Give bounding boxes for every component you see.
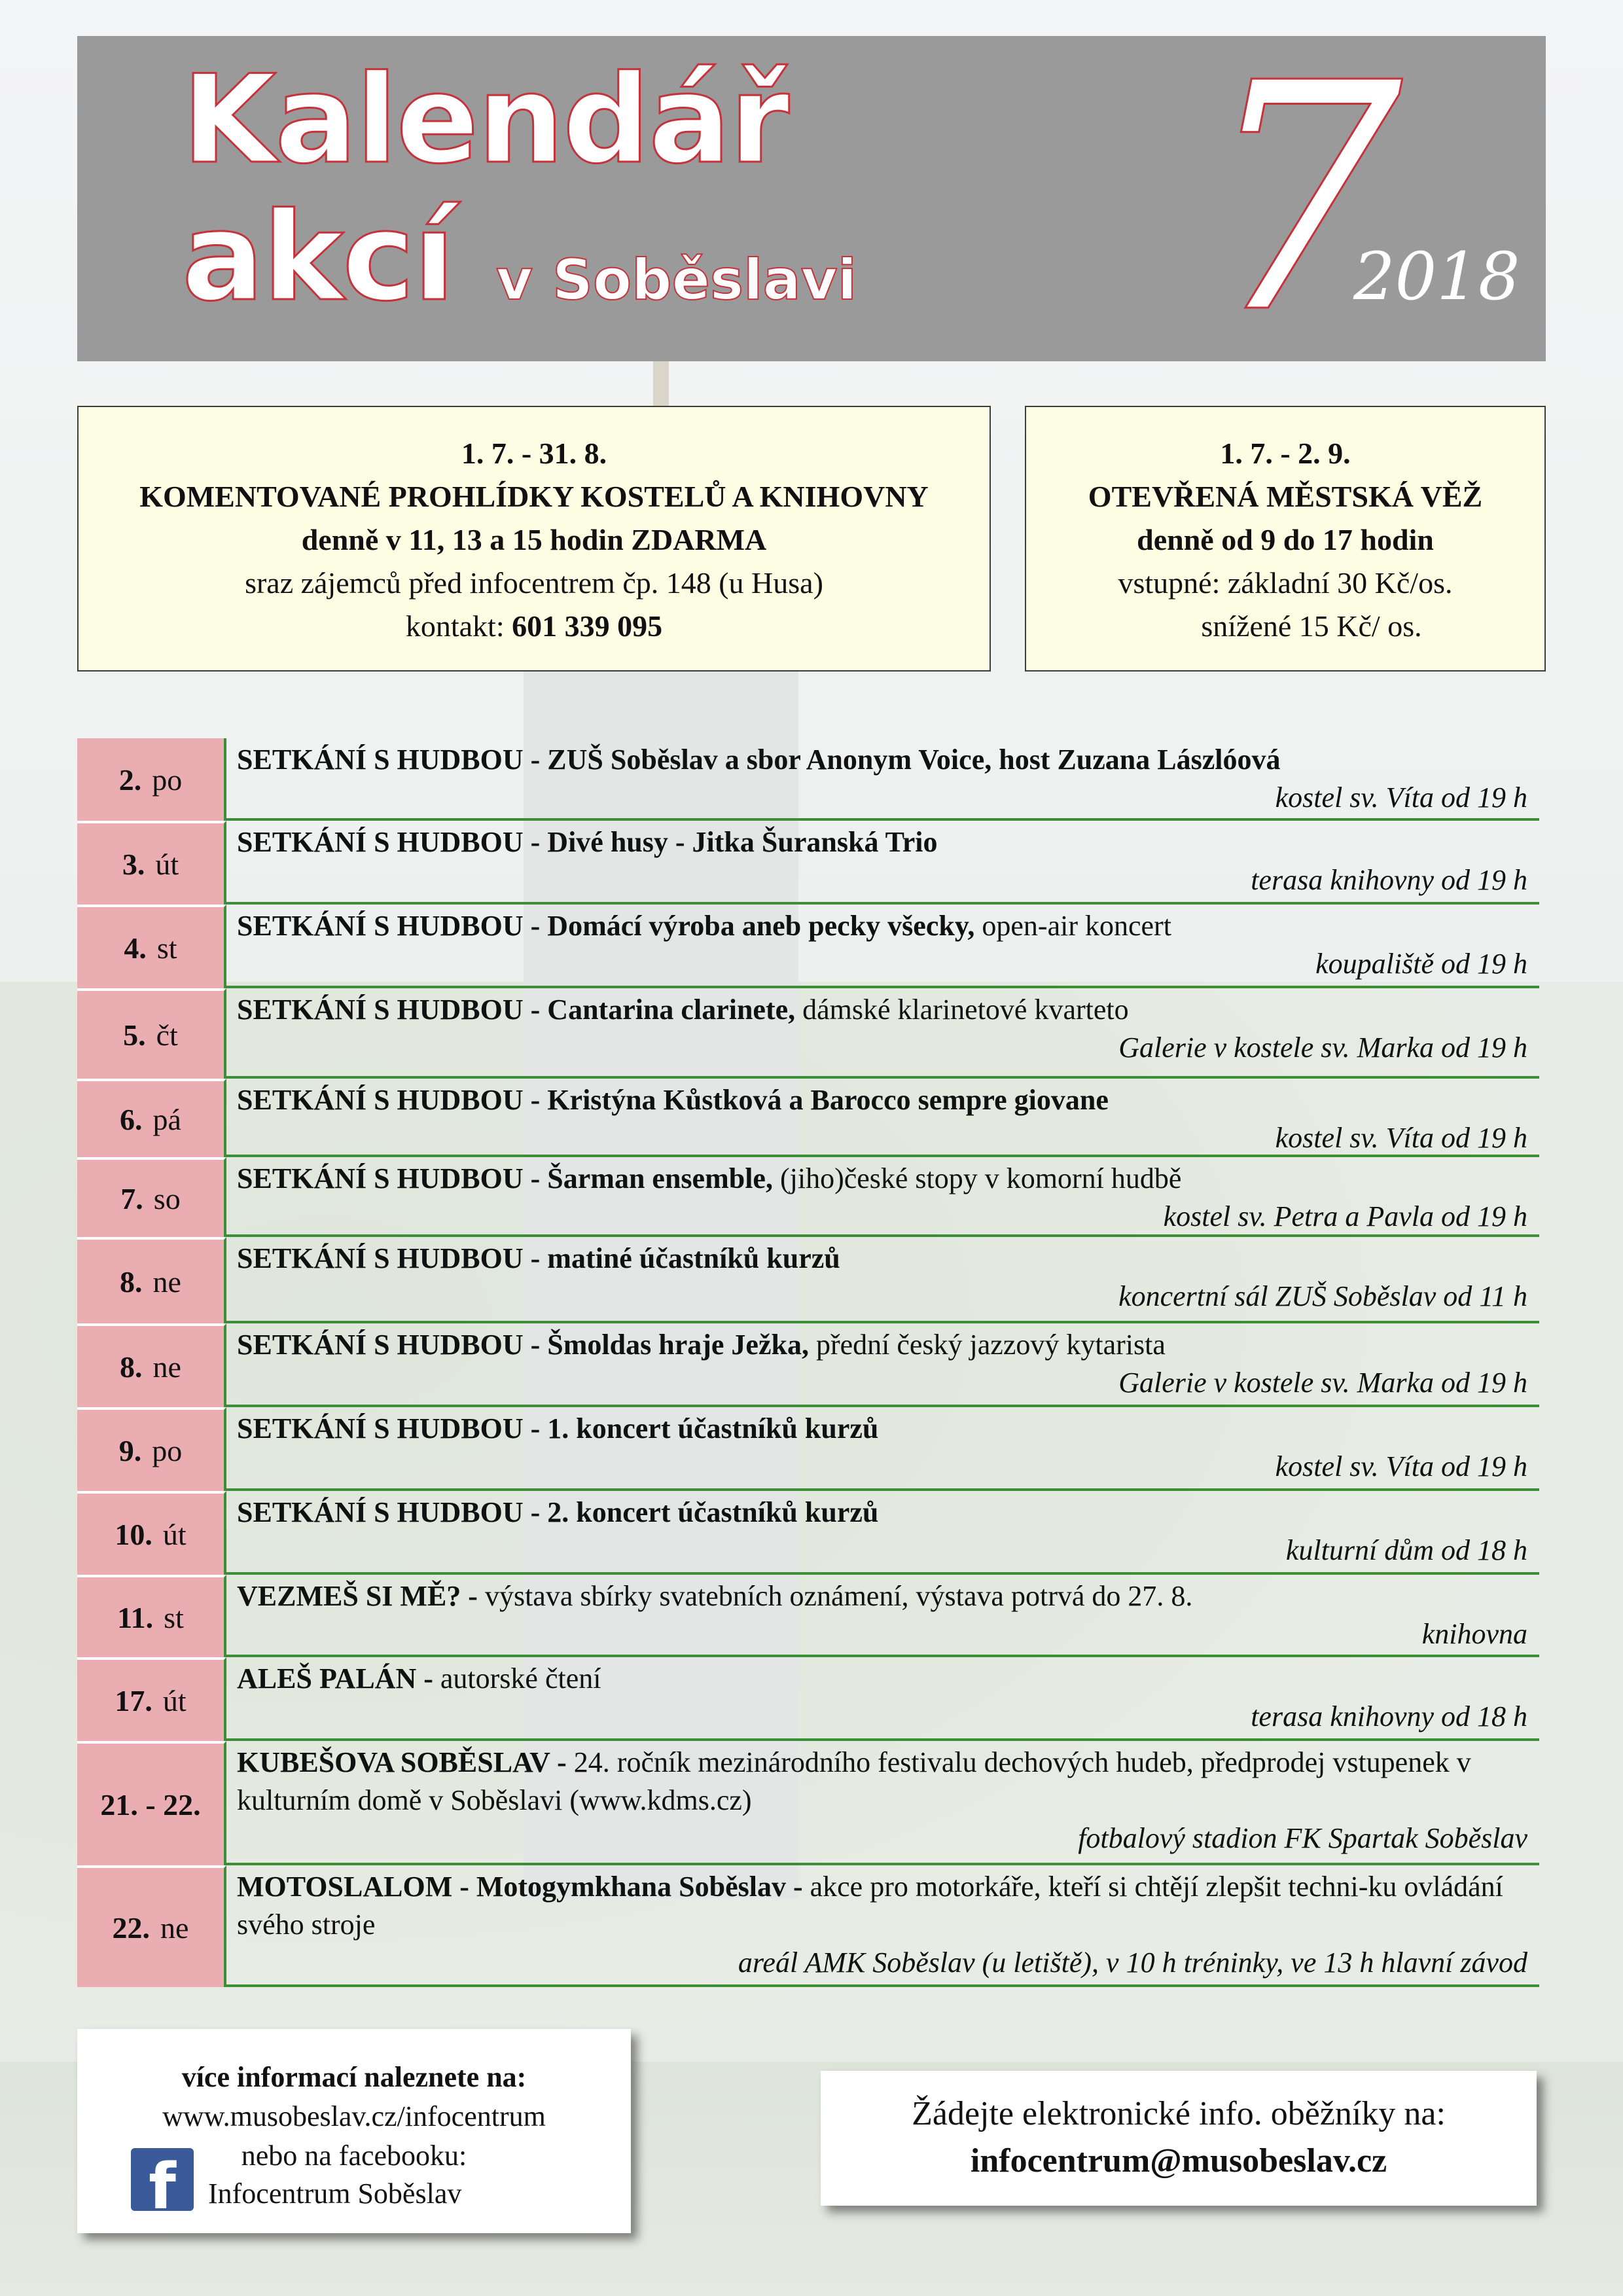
event-description: (jiho)české stopy v komorní hudbě <box>772 1162 1182 1194</box>
box1-contact-label: kontakt: <box>405 609 505 643</box>
event-title <box>237 1237 1527 1278</box>
more-info-box <box>77 2029 631 2233</box>
event-date <box>77 1657 226 1741</box>
event-date <box>77 1157 226 1237</box>
event-title <box>237 1079 1527 1119</box>
event-title <box>237 738 1527 779</box>
event-title <box>237 988 1527 1029</box>
event-day-name: po <box>152 1433 183 1467</box>
event-details <box>226 1323 1539 1407</box>
event-title-bold: SETKÁNÍ S HUDBOU - matiné účastníků kurzů <box>237 1242 840 1274</box>
event-row <box>77 988 1539 1079</box>
event-description: autorské čtení <box>433 1662 601 1695</box>
event-row <box>77 1157 1539 1237</box>
event-title <box>237 1157 1527 1198</box>
event-day-number: 5. <box>123 1018 146 1052</box>
event-day-name: čt <box>156 1018 178 1052</box>
event-venue: terasa knihovny od 19 h <box>1251 864 1527 896</box>
event-venue: kostel sv. Víta od 19 h <box>1275 781 1527 814</box>
event-day-number: 11. <box>117 1600 154 1634</box>
event-details <box>226 1657 1539 1741</box>
box1-meeting: sraz zájemců před infocentrem čp. 148 (u Husa) <box>245 566 823 600</box>
box2-price-basic: vstupné: základní 30 Kč/os. <box>1118 566 1453 600</box>
event-day-number: 9. <box>118 1433 142 1467</box>
event-date <box>77 821 226 905</box>
event-details <box>226 1407 1539 1491</box>
event-description: akce pro motorkáře, kteří si chtějí zlepšit techni-ku ovládání svého stroje <box>237 1871 1503 1941</box>
event-venue: kostel sv. Petra a Pavla od 19 h <box>1163 1200 1527 1232</box>
event-row <box>77 738 1539 821</box>
event-title-bold: SETKÁNÍ S HUDBOU - 2. koncert účastníků kurzů <box>237 1496 879 1528</box>
event-day-name: st <box>156 931 177 965</box>
event-title <box>237 905 1527 945</box>
event-date <box>77 1575 226 1657</box>
event-venue: kulturní dům od 18 h <box>1285 1534 1527 1566</box>
event-day-number: 8. <box>120 1350 143 1384</box>
event-title-bold: SETKÁNÍ S HUDBOU - 1. koncert účastníků kurzů <box>237 1412 879 1444</box>
event-venue: Galerie v kostele sv. Marka od 19 h <box>1118 1031 1527 1064</box>
event-day-number: 8. <box>120 1265 143 1299</box>
info-box-guided-tours <box>77 406 991 672</box>
event-details <box>226 1237 1539 1323</box>
event-details <box>226 1741 1539 1865</box>
event-row <box>77 1865 1539 1987</box>
event-row <box>77 1491 1539 1575</box>
event-title-bold: SETKÁNÍ S HUDBOU - Domácí výroba aneb pecky všecky, <box>237 910 975 942</box>
event-date <box>77 738 226 821</box>
box1-dates: 1. 7. - 31. 8. <box>461 437 607 470</box>
event-row <box>77 1741 1539 1865</box>
box1-contact-phone: 601 339 095 <box>512 609 663 643</box>
event-venue: koncertní sál ZUŠ Soběslav od 11 h <box>1118 1280 1527 1312</box>
event-title <box>237 1407 1527 1448</box>
event-title <box>237 1657 1527 1698</box>
event-title <box>237 1741 1527 1820</box>
event-title-bold: SETKÁNÍ S HUDBOU - Šarman ensemble, <box>237 1162 773 1194</box>
newsletter-text: Žádejte elektronické info. oběžníky na: <box>912 2095 1446 2132</box>
event-venue: fotbalový stadion FK Spartak Soběslav <box>1078 1822 1527 1854</box>
event-venue: kostel sv. Víta od 19 h <box>1275 1122 1527 1154</box>
event-day-name: ne <box>152 1265 181 1299</box>
event-title <box>237 1323 1527 1364</box>
event-day-name: út <box>155 847 179 881</box>
facebook-page-name[interactable]: Infocentrum Soběslav <box>208 2178 462 2210</box>
event-title-bold: SETKÁNÍ S HUDBOU - Cantarina clarinete, <box>237 994 796 1026</box>
event-title <box>237 1491 1527 1532</box>
event-day-number: 4. <box>124 931 147 965</box>
event-day-name: ne <box>160 1910 189 1945</box>
box2-price-reduced: snížené 15 Kč/ os. <box>1201 609 1422 643</box>
event-row <box>77 1237 1539 1323</box>
event-title <box>237 821 1527 861</box>
event-title-bold: KUBEŠOVA SOBĚSLAV - <box>237 1746 567 1778</box>
newsletter-email[interactable]: infocentrum@musobeslav.cz <box>970 2142 1387 2179</box>
event-details <box>226 1575 1539 1657</box>
event-date <box>77 1741 226 1865</box>
event-day-name: so <box>153 1181 181 1215</box>
event-venue: kostel sv. Víta od 19 h <box>1275 1450 1527 1482</box>
event-venue: areál AMK Soběslav (u letiště), v 10 h tréninky, ve 13 h hlavní závod <box>738 1946 1527 1979</box>
event-row <box>77 1407 1539 1491</box>
event-day-name: út <box>162 1683 187 1717</box>
event-description: open-air koncert <box>974 910 1171 942</box>
event-details <box>226 1157 1539 1237</box>
event-title-bold: SETKÁNÍ S HUDBOU - Kristýna Kůstková a Barocco sempre giovane <box>237 1084 1109 1116</box>
event-date <box>77 1323 226 1407</box>
event-day-name: ne <box>152 1350 181 1384</box>
event-venue: knihovna <box>1421 1618 1527 1650</box>
event-description: dámské klarinetové kvarteto <box>795 994 1129 1026</box>
box2-title: OTEVŘENÁ MĚSTSKÁ VĚŽ <box>1088 480 1483 513</box>
header-banner <box>77 16 1546 382</box>
event-date <box>77 1491 226 1575</box>
event-date <box>77 1407 226 1491</box>
event-day-number: 2. <box>118 762 142 797</box>
event-day-number: 6. <box>120 1102 143 1136</box>
box1-contact <box>79 605 990 648</box>
box2-dates: 1. 7. - 2. 9. <box>1220 437 1351 470</box>
box1-title: KOMENTOVANÉ PROHLÍDKY KOSTELŮ A KNIHOVNY <box>139 480 929 513</box>
title-v-sobeslavi: v Soběslavi <box>496 247 857 313</box>
event-row <box>77 1323 1539 1407</box>
box1-time: denně v 11, 13 a 15 hodin ZDARMA <box>301 523 767 556</box>
event-row <box>77 1575 1539 1657</box>
facebook-label: nebo na facebooku: <box>241 2140 467 2172</box>
year: 2018 <box>1353 238 1520 315</box>
website-link[interactable]: www.musobeslav.cz/infocentrum <box>162 2100 546 2132</box>
more-info-heading: více informací naleznete na: <box>181 2061 527 2093</box>
event-day-name: pá <box>152 1102 181 1136</box>
event-title-bold: MOTOSLALOM - Motogymkhana Soběslav - <box>237 1871 803 1903</box>
event-row <box>77 821 1539 905</box>
event-day-name: st <box>164 1600 184 1634</box>
title-kalendar: Kalendář <box>182 48 789 190</box>
event-date <box>77 1079 226 1157</box>
event-venue: terasa knihovny od 18 h <box>1251 1700 1527 1732</box>
event-day-number: 17. <box>115 1683 152 1717</box>
event-date <box>77 988 226 1079</box>
event-date <box>77 1237 226 1323</box>
event-details <box>226 905 1539 988</box>
event-title-bold: ALEŠ PALÁN - <box>237 1662 433 1695</box>
event-details <box>226 1865 1539 1987</box>
event-details <box>226 988 1539 1079</box>
title-akci: akcí <box>182 186 454 328</box>
event-day-number: 10. <box>115 1517 152 1551</box>
newsletter-box <box>821 2071 1537 2206</box>
event-title-bold: SETKÁNÍ S HUDBOU - Šmoldas hraje Ježka, <box>237 1329 809 1361</box>
event-venue: Galerie v kostele sv. Marka od 19 h <box>1118 1367 1527 1399</box>
event-row <box>77 1079 1539 1157</box>
event-day-number: 7. <box>120 1181 143 1215</box>
event-title <box>237 1575 1527 1615</box>
event-row <box>77 905 1539 988</box>
event-title-bold: VEZMEŠ SI MĚ? - <box>237 1580 478 1612</box>
event-description: výstava sbírky svatebních oznámení, výstava potrvá do 27. 8. <box>477 1580 1193 1612</box>
facebook-icon[interactable]: f <box>131 2148 194 2211</box>
event-day-name: po <box>152 762 183 797</box>
event-day-number: 21. - 22. <box>100 1787 201 1821</box>
event-day-number: 22. <box>112 1910 151 1945</box>
event-title-bold: SETKÁNÍ S HUDBOU - ZUŠ Soběslav a sbor Anonym Voice, host Zuzana Lászlóová <box>237 744 1281 776</box>
event-venue: koupaliště od 19 h <box>1315 948 1527 980</box>
event-title-bold: SETKÁNÍ S HUDBOU - Divé husy - Jitka Šuranská Trio <box>237 826 938 858</box>
event-details <box>226 738 1539 821</box>
event-row <box>77 1657 1539 1741</box>
event-date <box>77 1865 226 1987</box>
box2-time: denně od 9 do 17 hodin <box>1137 523 1434 556</box>
event-date <box>77 905 226 988</box>
event-description: 24. ročník mezinárodního festivalu dechových hudeb, předprodej vstupenek v kulturním domě v Soběslavi (www.kdms.cz) <box>237 1746 1471 1816</box>
event-details <box>226 1491 1539 1575</box>
info-box-tower <box>1025 406 1546 672</box>
event-description: přední český jazzový kytarista <box>808 1329 1166 1361</box>
event-title <box>237 1865 1527 1944</box>
event-schedule <box>77 738 1539 1987</box>
event-day-number: 3. <box>122 847 145 881</box>
event-details <box>226 821 1539 905</box>
month-number: 7 <box>1203 16 1403 382</box>
event-day-name: út <box>162 1517 187 1551</box>
event-details <box>226 1079 1539 1157</box>
